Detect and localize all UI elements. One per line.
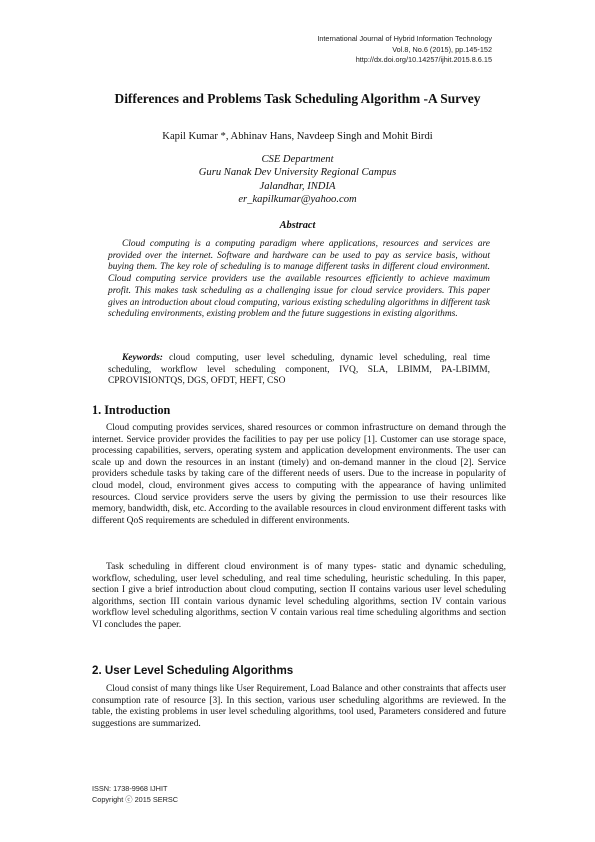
keywords-block (108, 353, 490, 388)
affiliation-email: er_kapilkumar@yahoo.com (238, 194, 357, 206)
user-level-scheduling-paragraph: Cloud consist of many things like User Requirement, Load Balance and other constraints that affects user consumption rate of resource [3]. In this section, various user scheduling algorithms are reviewed. In the table, the existing problems in user level scheduling algorithms, tool used, Parameters considered and future suggestions are summarized. (92, 684, 506, 729)
page-footer (92, 784, 178, 805)
affiliation-department: CSE Department (261, 154, 334, 165)
abstract-text: Cloud computing is a computing paradigm where applications, resources and services are provided over the internet. Software and hardware can be used to pay as service basis, without buying them. The key role of scheduling is to manage different tasks in different cloud environment. Cloud computing service providers use the available resources efficiently to achieve maximum profit. This makes task scheduling as a challenging issue for cloud service providers. This paper gives an introduction about cloud computing, various existing scheduling algorithms in different task scheduling environments, existing problem and the future suggestions in existing algorithms. (108, 239, 490, 320)
abstract-heading: Abstract (279, 220, 316, 231)
section-heading-introduction: 1. Introduction (92, 403, 171, 417)
footer-copyright: Copyright ⓒ 2015 SERSC (92, 794, 178, 804)
footer-issn: ISSN: 1738-9968 IJHIT (92, 784, 168, 793)
journal-name: International Journal of Hybrid Information Technology (317, 34, 492, 43)
journal-header (192, 34, 492, 66)
introduction-paragraph-1: Cloud computing provides services, shared resources or common infrastructure on demand through the internet. Service provider provides the facilities to pay per use policy [1]. Customer can use storage space, processing capabilities, servers, operating system and application development environments. The user can scale up and down the resources in an instant (timely) and on-demand manner in the cloud [2]. Service providers schedule tasks by taking care of the different needs of users. Due to the increase in popularity of cloud model, cloud, environment gives access to computing with the appearance of having unlimited resources. Cloud service providers serve the users by giving the permission to use their resources like memory, bandwidth, disk, etc. According to the available resources in cloud environment different tasks with different QoS requirements are scheduled in different environments. (92, 423, 506, 526)
paper-authors: Kapil Kumar *, Abhinav Hans, Navdeep Singh and Mohit Birdi (162, 131, 433, 142)
affiliation-university: Guru Nanak Dev University Regional Campus (198, 167, 397, 179)
author-affiliation (60, 153, 535, 207)
paper-title: Differences and Problems Task Scheduling Algorithm -A Survey (114, 91, 481, 106)
introduction-paragraph-2: Task scheduling in different cloud environment is of many types- static and dynamic scheduling, workflow, scheduling, user level scheduling, and real time scheduling, heuristic scheduling. In this paper, section I give a brief introduction about cloud computing, section II contains various user level scheduling algorithms, section III contain various dynamic level scheduling algorithms, section IV contain various workflow level scheduling algorithms, section V contain various real time scheduling algorithms and section VI concludes the paper. (92, 562, 506, 630)
affiliation-location: Jalandhar, INDIA (259, 180, 336, 192)
section-heading-user-level-scheduling: 2. User Level Scheduling Algorithms (92, 664, 294, 677)
keywords-label: Keywords: (122, 353, 163, 363)
journal-volume-pages: Vol.8, No.6 (2015), pp.145-152 (392, 44, 492, 54)
journal-doi: http://dx.doi.org/10.14257/ijhit.2015.8.6.15 (355, 55, 492, 64)
keywords-text: cloud computing, user level scheduling, dynamic level scheduling, real time scheduling, workflow level scheduling component, IVQ, SLA, LBIMM, PA-LBIMM, CPROVISIONTQS, DGS, OFDT, HEFT, CSO (108, 353, 490, 387)
